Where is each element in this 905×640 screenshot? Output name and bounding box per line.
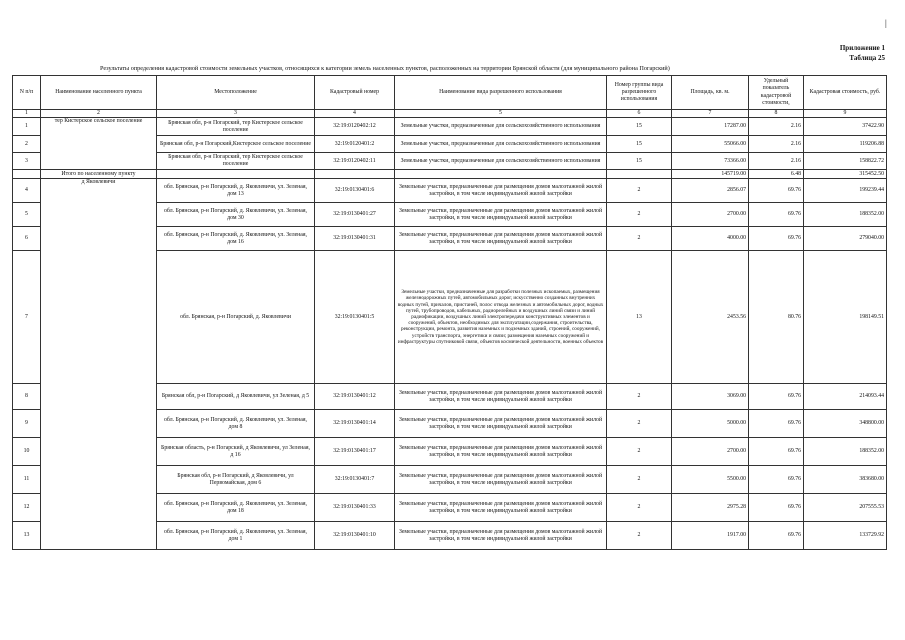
rate: 80.76	[749, 251, 804, 384]
use-type: Земельные участки, предназначенные для разработки полезных ископаемых, размещения железнодорожных путей, автомобильных дорог, искусственно созданных внутренних водных путей, причалов, пристаней, полос отвода железных и автомобильных дорог, водных путей, трубопроводов, кабельных, радиорелейных и воздушных линий связи и линий радиофикации, воздушных линий электропередачи конструктивных элементов и сооружений, объектов, необходимых для эксплуатации,содержания, строительства, реконструкции, ремонта, развития наземных и подземных зданий, строений, сооружений, устройств транспорта, энергетики и связи; размещения наземных сооружений и инфраструктуры спутниковой связи, объектов космической деятельности, военных объектов	[395, 251, 607, 384]
row-number: 12	[13, 494, 41, 522]
cadastral-number: 32:19:0130401:27	[315, 203, 395, 227]
location: обл. Брянская, р-н Погарский, д. Яковлевичи, ул. Зеленая, дом 1	[157, 522, 315, 550]
use-type: Земельные участки, предназначенные для размещения домов малоэтажной жилой застройки, в том числе индивидуальной жилой застройки	[395, 466, 607, 494]
rate: 2.16	[749, 136, 804, 153]
cost: 119206.88	[804, 136, 887, 153]
column-number: 9	[804, 110, 887, 118]
location: Брянская обл, р-н Погарский, д Яковлевичи, ул Зеленая, д 5	[157, 384, 315, 410]
rate: 69.76	[749, 203, 804, 227]
location: Брянская обл, р-н Погарский, тер Кистерское сельское поселение	[157, 153, 315, 170]
row-number: 4	[13, 179, 41, 203]
header-cell: Наименование населенного пункта	[41, 76, 157, 110]
column-number: 4	[315, 110, 395, 118]
header-cell: Номер группы вида разрешенного использования	[607, 76, 672, 110]
location: Брянская обл, р-н Погарский, тер Кистерское сельское поселение	[157, 118, 315, 136]
column-number: 7	[672, 110, 749, 118]
cost: 214093.44	[804, 384, 887, 410]
header-cell: Кадастровая стоимость, руб.	[804, 76, 887, 110]
document-title: Результаты определения кадастровой стоимости земельных участков, относящихся к категории земель населенных пунктов, расположенных на территории Брянской области (для муниципального района Погарский)	[100, 65, 670, 72]
group-number: 2	[607, 438, 672, 466]
rate: 69.76	[749, 227, 804, 251]
subtotal-empty-cell	[13, 170, 41, 179]
column-numbers-row	[13, 110, 887, 118]
rate: 69.76	[749, 384, 804, 410]
header-cell: Кадастровый номер	[315, 76, 395, 110]
area: 73366.00	[672, 153, 749, 170]
cost: 198149.51	[804, 251, 887, 384]
rate: 69.76	[749, 466, 804, 494]
row-number: 11	[13, 466, 41, 494]
group-number: 15	[607, 136, 672, 153]
use-type: Земельные участки, предназначенные для сельскохозяйственного использования	[395, 136, 607, 153]
use-type: Земельные участки, предназначенные для сельскохозяйственного использования	[395, 153, 607, 170]
column-number: 2	[41, 110, 157, 118]
location: обл. Брянская, р-н Погарский, д. Яковлевичи, ул. Зеленая, дом 18	[157, 494, 315, 522]
table-number: Таблица 25	[849, 54, 885, 62]
subtotal-row	[13, 170, 887, 179]
cadastral-number: 32:19:0130401:14	[315, 410, 395, 438]
rate: 69.76	[749, 494, 804, 522]
subtotal-cost: 315452.50	[804, 170, 887, 179]
subtotal-empty-cell	[395, 170, 607, 179]
column-number: 3	[157, 110, 315, 118]
cadastral-number: 32:19:0130401:10	[315, 522, 395, 550]
column-number: 6	[607, 110, 672, 118]
row-number: 8	[13, 384, 41, 410]
subtotal-empty-cell	[157, 170, 315, 179]
cadastral-number: 32:19:0130401:17	[315, 438, 395, 466]
cadastral-number: 32:19:0130401:6	[315, 179, 395, 203]
header-cell: Удельный показатель кадастровой стоимости,	[749, 76, 804, 110]
area: 5500.00	[672, 466, 749, 494]
location: Брянская область, р-н Погарский, д Яковлевичи, ул Зеленая, д 16	[157, 438, 315, 466]
cadastral-number: 32:19:0130401:7	[315, 466, 395, 494]
row-number: 5	[13, 203, 41, 227]
header-row	[13, 76, 887, 110]
cost: 133729.92	[804, 522, 887, 550]
row-number: 1	[13, 118, 41, 136]
use-type: Земельные участки, предназначенные для размещения домов малоэтажной жилой застройки, в том числе индивидуальной жилой застройки	[395, 410, 607, 438]
rate: 69.76	[749, 410, 804, 438]
use-type: Земельные участки, предназначенные для размещения домов малоэтажной жилой застройки, в том числе индивидуальной жилой застройки	[395, 438, 607, 466]
use-type: Земельные участки, предназначенные для сельскохозяйственного использования	[395, 118, 607, 136]
subtotal-rate: 6.48	[749, 170, 804, 179]
row-number: 2	[13, 136, 41, 153]
use-type: Земельные участки, предназначенные для размещения домов малоэтажной жилой застройки, в том числе индивидуальной жилой застройки	[395, 179, 607, 203]
row-number: 6	[13, 227, 41, 251]
group-number: 2	[607, 522, 672, 550]
subtotal-empty-cell	[607, 170, 672, 179]
header-cell: Местоположение	[157, 76, 315, 110]
cost: 37422.90	[804, 118, 887, 136]
group-number: 2	[607, 203, 672, 227]
location: Брянская обл, р-н Погарский,Кистерское сельское поселение	[157, 136, 315, 153]
appendix-label: Приложение 1	[839, 44, 885, 52]
cadastral-table	[12, 75, 887, 550]
location: Брянская обл, р-н Погарский, д Яковлевичи, ул Первомайская, дом 6	[157, 466, 315, 494]
rate: 69.76	[749, 438, 804, 466]
use-type: Земельные участки, предназначенные для размещения домов малоэтажной жилой застройки, в том числе индивидуальной жилой застройки	[395, 522, 607, 550]
cadastral-number: 32:19:0120402:12	[315, 118, 395, 136]
group-number: 13	[607, 251, 672, 384]
area: 5000.00	[672, 410, 749, 438]
cadastral-number: 32:19:0120401:2	[315, 136, 395, 153]
cost: 188352.00	[804, 438, 887, 466]
rate: 69.76	[749, 522, 804, 550]
use-type: Земельные участки, предназначенные для размещения домов малоэтажной жилой застройки, в том числе индивидуальной жилой застройки	[395, 203, 607, 227]
area: 55066.00	[672, 136, 749, 153]
header-cell: N п/п	[13, 76, 41, 110]
group-number: 2	[607, 179, 672, 203]
cost: 279040.00	[804, 227, 887, 251]
cadastral-number: 32:19:0130401:31	[315, 227, 395, 251]
rate: 2.16	[749, 153, 804, 170]
subtotal-empty-cell	[315, 170, 395, 179]
area: 4000.00	[672, 227, 749, 251]
row-number: 9	[13, 410, 41, 438]
location: обл. Брянская, р-н Погарский, д. Яковлевичи, ул. Зеленая, дом 16	[157, 227, 315, 251]
table-row	[13, 179, 887, 203]
subtotal-label: Итого по населенному пункту	[41, 170, 157, 179]
area: 2453.56	[672, 251, 749, 384]
area: 2856.07	[672, 179, 749, 203]
area: 2975.28	[672, 494, 749, 522]
cost: 383680.00	[804, 466, 887, 494]
cadastral-number: 32:19:0130401:33	[315, 494, 395, 522]
column-number: 1	[13, 110, 41, 118]
rate: 2.16	[749, 118, 804, 136]
table-row	[13, 118, 887, 136]
cadastral-number: 32:19:0130401:5	[315, 251, 395, 384]
area: 1917.00	[672, 522, 749, 550]
group-number: 2	[607, 494, 672, 522]
use-type: Земельные участки, предназначенные для размещения домов малоэтажной жилой застройки, в том числе индивидуальной жилой застройки	[395, 384, 607, 410]
area: 3069.00	[672, 384, 749, 410]
cost: 158822.72	[804, 153, 887, 170]
location: обл. Брянская, р-н Погарский, д. Яковлевичи	[157, 251, 315, 384]
subtotal-area: 145719.00	[672, 170, 749, 179]
column-number: 5	[395, 110, 607, 118]
area: 17287.00	[672, 118, 749, 136]
row-number: 3	[13, 153, 41, 170]
group-number: 2	[607, 227, 672, 251]
use-type: Земельные участки, предназначенные для размещения домов малоэтажной жилой застройки, в том числе индивидуальной жилой застройки	[395, 494, 607, 522]
page-mark: |	[885, 18, 887, 28]
settlement-name: д Яковлевичи	[41, 179, 157, 550]
location: обл. Брянская, р-н Погарский, д. Яковлевичи, ул. Зеленая, дом 13	[157, 179, 315, 203]
area: 2700.00	[672, 438, 749, 466]
location: обл. Брянская, р-н Погарский, д. Яковлевичи, ул. Зеленая, дом 30	[157, 203, 315, 227]
settlement-name: тер Кистерское сельское поселение	[41, 118, 157, 170]
column-number: 8	[749, 110, 804, 118]
group-number: 2	[607, 410, 672, 438]
rate: 69.76	[749, 179, 804, 203]
row-number: 13	[13, 522, 41, 550]
cost: 207555.53	[804, 494, 887, 522]
cost: 188352.00	[804, 203, 887, 227]
cost: 199239.44	[804, 179, 887, 203]
cadastral-number: 32:19:0120402:11	[315, 153, 395, 170]
area: 2700.00	[672, 203, 749, 227]
cadastral-number: 32:19:0130401:12	[315, 384, 395, 410]
group-number: 2	[607, 466, 672, 494]
group-number: 15	[607, 118, 672, 136]
cost: 348800.00	[804, 410, 887, 438]
location: обл. Брянская, р-н Погарский, д. Яковлевичи, ул. Зеленая, дом 8	[157, 410, 315, 438]
group-number: 15	[607, 153, 672, 170]
group-number: 2	[607, 384, 672, 410]
use-type: Земельные участки, предназначенные для размещения домов малоэтажной жилой застройки, в том числе индивидуальной жилой застройки	[395, 227, 607, 251]
row-number: 7	[13, 251, 41, 384]
row-number: 10	[13, 438, 41, 466]
header-cell: Наименование вида разрешенного использования	[395, 76, 607, 110]
header-cell: Площадь, кв. м.	[672, 76, 749, 110]
